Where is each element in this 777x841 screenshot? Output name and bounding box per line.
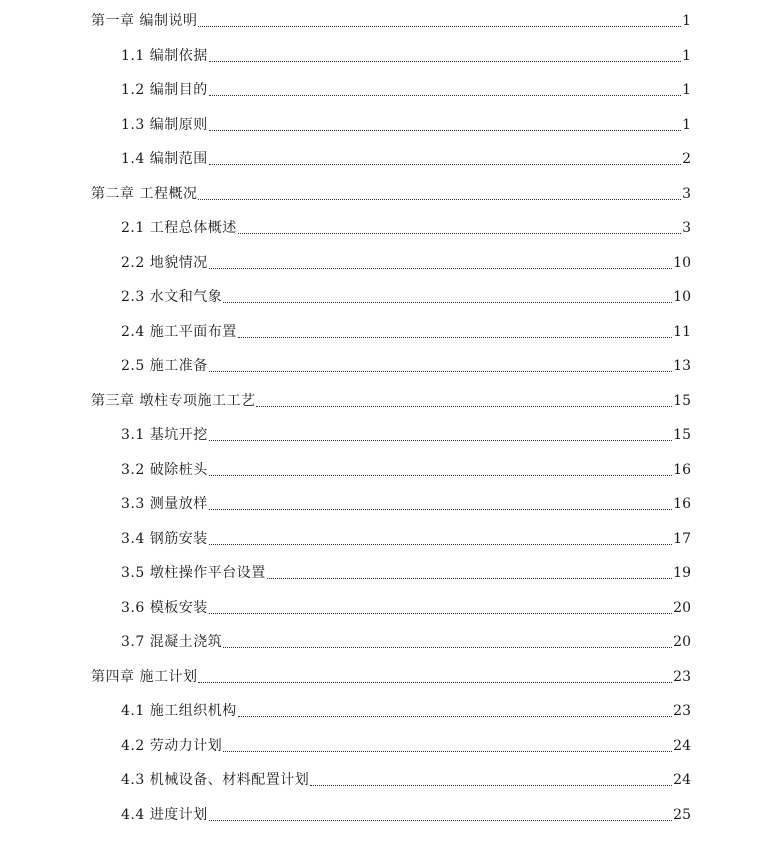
toc-dot-leader: [209, 495, 672, 510]
toc-dot-leader: [223, 288, 672, 303]
toc-entry-page: 17: [673, 531, 691, 547]
toc-entry-page: 13: [673, 358, 691, 374]
toc-entry-title: 4.1 施工组织机构: [121, 703, 237, 719]
toc-entry[interactable]: [0, 6, 691, 30]
toc-entry-title: 2.3 水文和气象: [121, 289, 223, 305]
toc-entry[interactable]: [0, 765, 691, 789]
toc-entry[interactable]: [0, 282, 691, 306]
toc-dot-leader: [209, 116, 681, 131]
toc-entry-title: 4.4 进度计划: [121, 807, 208, 823]
toc-dot-leader: [209, 599, 672, 614]
toc-dot-leader: [256, 392, 672, 407]
toc-dot-leader: [267, 564, 672, 579]
toc-entry-title: 第三章 墩柱专项施工工艺: [91, 393, 256, 409]
toc-entry-page: 15: [673, 393, 691, 409]
toc-entry[interactable]: [0, 110, 691, 134]
toc-entry-title: 2.5 施工准备: [121, 358, 208, 374]
toc-entry-page: 23: [673, 703, 691, 719]
toc-entry-page: 16: [673, 496, 691, 512]
toc-dot-leader: [209, 426, 672, 441]
toc-entry-page: 15: [673, 427, 691, 443]
toc-entry[interactable]: [0, 455, 691, 479]
toc-entry[interactable]: [0, 800, 691, 824]
toc-entry[interactable]: [0, 248, 691, 272]
toc-entry-title: 2.4 施工平面布置: [121, 324, 237, 340]
toc-entry[interactable]: [0, 144, 691, 168]
toc-dot-leader: [209, 357, 672, 372]
toc-entry-title: 4.3 机械设备、材料配置计划: [121, 772, 310, 788]
toc-dot-leader: [209, 806, 672, 821]
toc-entry[interactable]: [0, 662, 691, 686]
toc-entry-page: 25: [673, 807, 691, 823]
toc-entry[interactable]: [0, 489, 691, 513]
toc-dot-leader: [310, 771, 672, 786]
toc-dot-leader: [238, 323, 672, 338]
toc-entry-title: 3.6 模板安装: [121, 600, 208, 616]
toc-entry-page: 3: [682, 220, 691, 236]
toc-entry[interactable]: [0, 593, 691, 617]
toc-entry-page: 1: [682, 13, 691, 29]
toc-entry-title: 第四章 施工计划: [91, 669, 198, 685]
toc-entry-page: 3: [682, 186, 691, 202]
toc-entry-title: 3.3 测量放样: [121, 496, 208, 512]
toc-entry[interactable]: [0, 41, 691, 65]
toc-entry-page: 20: [673, 600, 691, 616]
toc-entry[interactable]: [0, 213, 691, 237]
toc-entry-title: 3.1 基坑开挖: [121, 427, 208, 443]
toc-dot-leader: [209, 47, 681, 62]
toc-dot-leader: [223, 633, 672, 648]
toc-entry-title: 1.2 编制目的: [121, 82, 208, 98]
toc-entry-page: 10: [673, 289, 691, 305]
toc-entry-title: 1.1 编制依据: [121, 48, 208, 64]
toc-entry-title: 1.3 编制原则: [121, 117, 208, 133]
toc-dot-leader: [238, 219, 681, 234]
toc-dot-leader: [209, 461, 672, 476]
toc-entry-page: 10: [673, 255, 691, 271]
toc-entry[interactable]: [0, 351, 691, 375]
toc-dot-leader: [209, 254, 672, 269]
toc-entry-page: 2: [682, 151, 691, 167]
toc-dot-leader: [198, 12, 681, 27]
toc-entry-title: 3.7 混凝土浇筑: [121, 634, 223, 650]
toc-entry-title: 1.4 编制范围: [121, 151, 208, 167]
toc-dot-leader: [223, 737, 672, 752]
toc-entry-title: 2.2 地貌情况: [121, 255, 208, 271]
toc-dot-leader: [209, 530, 672, 545]
toc-entry[interactable]: [0, 420, 691, 444]
toc-entry-page: 1: [682, 82, 691, 98]
toc-entry-page: 1: [682, 117, 691, 133]
toc-entry[interactable]: [0, 179, 691, 203]
toc-entry-page: 16: [673, 462, 691, 478]
toc-dot-leader: [238, 702, 672, 717]
toc-entry[interactable]: [0, 386, 691, 410]
toc-entry[interactable]: [0, 627, 691, 651]
toc-entry-title: 第二章 工程概况: [91, 186, 198, 202]
toc-entry-page: 24: [673, 738, 691, 754]
toc-entry-page: 23: [673, 669, 691, 685]
toc-entry-page: 24: [673, 772, 691, 788]
toc-dot-leader: [209, 150, 681, 165]
toc-entry-title: 第一章 编制说明: [91, 13, 198, 29]
toc-entry-title: 4.2 劳动力计划: [121, 738, 223, 754]
toc-entry[interactable]: [0, 75, 691, 99]
toc-entry-page: 20: [673, 634, 691, 650]
toc-dot-leader: [198, 668, 672, 683]
toc-dot-leader: [198, 185, 681, 200]
toc-entry[interactable]: [0, 731, 691, 755]
toc-entry-page: 11: [673, 324, 691, 340]
toc-entry-title: 2.1 工程总体概述: [121, 220, 237, 236]
toc-entry[interactable]: [0, 558, 691, 582]
toc-entry-page: 1: [682, 48, 691, 64]
toc-entry-title: 3.2 破除桩头: [121, 462, 208, 478]
toc-entry-title: 3.5 墩柱操作平台设置: [121, 565, 266, 581]
toc-entry[interactable]: [0, 317, 691, 341]
toc-entry[interactable]: [0, 696, 691, 720]
toc-entry-title: 3.4 钢筋安装: [121, 531, 208, 547]
toc-entry[interactable]: [0, 524, 691, 548]
toc-dot-leader: [209, 81, 681, 96]
toc-entry-page: 19: [673, 565, 691, 581]
